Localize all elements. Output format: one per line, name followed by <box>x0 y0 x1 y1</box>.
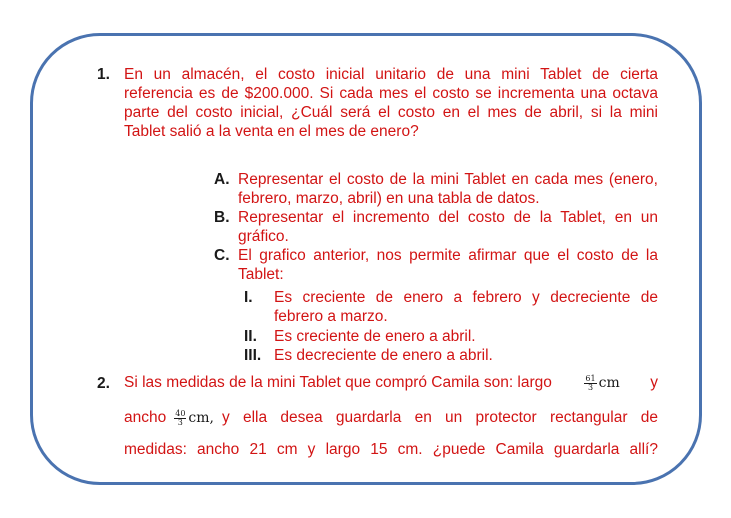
length-measure <box>582 368 619 398</box>
length-denominator: 3 <box>587 382 594 392</box>
sub-item-iii-numeral: III. <box>244 347 262 364</box>
width-unit: cm, <box>188 410 214 426</box>
width-denominator: 3 <box>177 417 183 427</box>
item-b-line-2: gráfico. <box>238 228 289 245</box>
problem-1-number: 1. <box>97 66 110 83</box>
sub-item-i-line-2: febrero a marzo. <box>274 308 388 325</box>
problem-2-line-1 <box>124 368 658 398</box>
problem-2-line-2-text: y ella desea guardarla en un protector rectangular de <box>222 409 658 426</box>
sub-item-ii-numeral: II. <box>244 328 257 345</box>
sub-item-ii-text: Es creciente de enero a abril. <box>274 328 476 345</box>
problem-2-line-1-text: Si las medidas de la mini Tablet que compró Camila son: largo <box>124 374 552 391</box>
problem-1-line-1: En un almacén, el costo inicial unitario de una mini Tablet de cierta <box>124 66 658 83</box>
problem-2-line-2 <box>124 403 658 433</box>
problem-2-line-3: medidas: ancho 21 cm y largo 15 cm. ¿puede Camila guardarla allí? <box>124 441 658 458</box>
length-numerator: 61 <box>585 373 596 383</box>
width-measure <box>172 403 214 433</box>
problem-1-line-3: parte del costo inicial, ¿Cuál será el costo en el mes de abril, si la mini <box>124 104 658 121</box>
sub-item-iii-text: Es decreciente de enero a abril. <box>274 347 493 364</box>
item-b-letter: B. <box>214 209 230 226</box>
sub-item-i-line-1: Es creciente de enero a febrero y decreciente de <box>274 289 658 306</box>
item-a-line-2: febrero, marzo, abril) en una tabla de datos. <box>238 190 540 207</box>
length-unit: cm <box>598 375 620 391</box>
problem-2-line-1-end: y <box>650 374 658 391</box>
item-c-line-1: El grafico anterior, nos permite afirmar que el costo de la <box>238 247 658 264</box>
sub-item-i-numeral: I. <box>244 289 253 306</box>
item-c-line-2: Tablet: <box>238 266 284 283</box>
item-b-line-1: Representar el incremento del costo de la Tablet, en un <box>238 209 658 226</box>
problem-2-number: 2. <box>97 375 110 392</box>
width-fraction <box>174 410 186 427</box>
problem-1-line-2: referencia es de $200.000. Si cada mes el costo se incrementa una octava <box>124 85 658 102</box>
length-fraction <box>584 375 596 392</box>
item-a-line-1: Representar el costo de la mini Tablet en cada mes (enero, <box>238 171 658 188</box>
problem-1-line-4: Tablet salió a la venta en el mes de enero? <box>124 123 419 140</box>
width-numerator: 40 <box>175 408 186 418</box>
item-a-letter: A. <box>214 171 230 188</box>
problem-2-line-2-start: ancho <box>124 409 167 426</box>
item-c-letter: C. <box>214 247 230 264</box>
